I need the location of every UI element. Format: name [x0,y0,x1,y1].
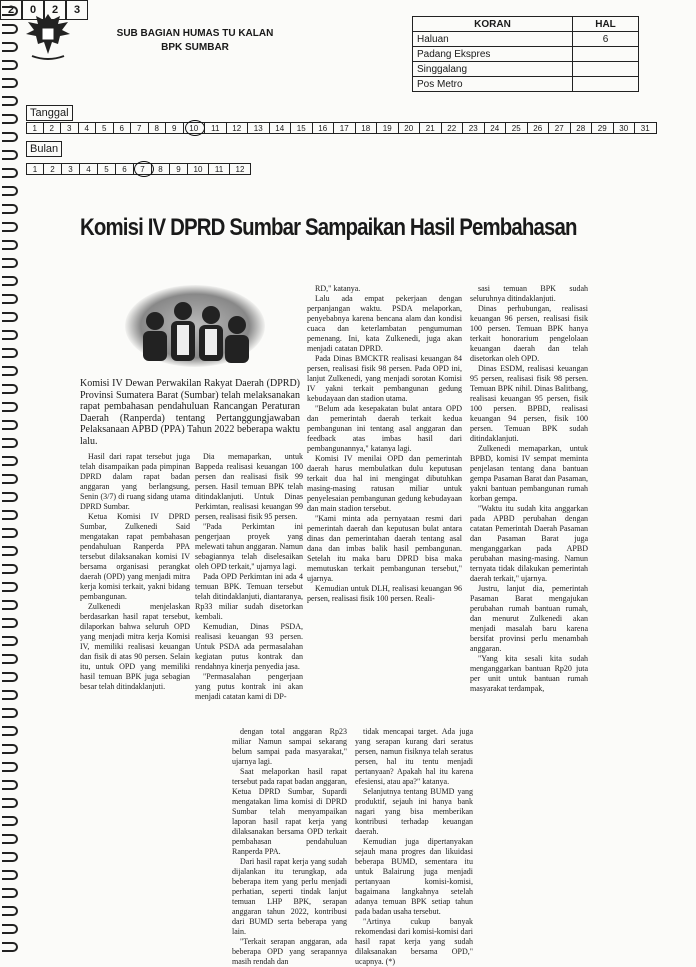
paragraph: Komisi IV menilai OPD dan pemerintah daerah harus membulatkan dulu keputusan terkait dua hal ini mengingat dibutuhkan masing-masing ratusan miliar untuk penyelesaian pembangunan gedung kebudayaan dan main stadion tersebut. [307,454,462,513]
paragraph: "Yang kita sesali kita sudah menganggarkan bantuan Rp20 juta per unit untuk bantuan rumah masyarakat terdampak, [470,654,588,693]
table-row [413,62,639,77]
binding-ring [2,816,18,826]
year-digit: 2 [44,0,66,20]
binding-ring [2,276,18,286]
paragraph: Justru, lanjut dia, pemerintah Pasaman Barat mengajukan perubahan rumah bantuan rumah, dan menurut Zulkenedi akan menjadi masalah baru karena bersifat provinsi perlu menambah anggaran. [470,584,588,653]
tanggal-label: Tanggal [26,105,73,121]
binding-ring [2,132,18,142]
year-digit: 2 [0,0,22,20]
binding-ring [2,942,18,952]
paragraph: Kemudian juga dipertanyakan sejauh mana progres dan likuidasi beberapa BUMD, sementara itu untuk Balairung juga menjadi pertanyaan komisi-komisi, bagaimana langkahnya setelah adanya temuan BPK setiap tahun pada badan usaha tersebut. [355,837,473,916]
table-row [413,77,639,92]
paragraph: dengan total anggaran Rp23 miliar Namun sampai sekarang belum sampai pada masyarakat," ujarnya lagi. [232,727,347,766]
newspaper-table [412,16,639,92]
binding-ring [2,258,18,268]
day-cell: 12 [227,122,249,134]
paragraph: Ketua Komisi IV DPRD Sumbar, Zulkenedi Said mengatakan rapat pembahasan pendahuluan Ranperda PPA tersebut dilaksanakan komisi IV bersama organisasi perangkat daerah (OPD) yang menjadi mitra kerja komisi terkait, yakni bidang pembangunan. [80,512,190,601]
day-row [26,122,657,134]
binding-ring [2,240,18,250]
binding-ring [2,672,18,682]
day-cell: 24 [485,122,507,134]
paragraph: Kemudian, Dinas PSDA, realisasi keuangan 93 persen. Untuk PSDA ada permasalahan kegiatan putus kontrak dan rendahnya kinerja penyedia jasa. [195,622,303,671]
paragraph: sasi temuan BPK sudah seluruhnya ditindaklanjuti. [470,284,588,303]
binding-ring [2,870,18,880]
binding-ring [2,168,18,178]
day-cell: 11 [205,122,227,134]
month-cell: 10 [188,163,209,175]
month-cell: 2 [44,163,62,175]
paragraph: Dinas perhubungan, realisasi keuangan 96 persen, realisasi fisik 100 persen. Temuan BPK hanya terkait honorarium pengelolaan keuangan daerah dan telah disetorkan oleh OPD. [470,304,588,363]
year-digit: 3 [66,0,88,20]
day-cell: 21 [420,122,442,134]
day-cell: 4 [79,122,97,134]
day-cell: 19 [377,122,399,134]
binding-ring [2,492,18,502]
binding-ring [2,294,18,304]
binding-ring [2,150,18,160]
binding-ring [2,546,18,556]
binding-ring [2,78,18,88]
paragraph: "Kami minta ada pernyataan resmi dari pemerintah daerah dan keputusan bulat antara dinas dan pemerintahan daerah tentang asal dana dan imbas balik hasil pembangunan. Setelah itu maka baru DPRD bisa maka memutuskan terkait pembangunan tersebut," ujarnya. [307,514,462,583]
spiral-binding [0,0,20,953]
page-number: 6 [573,32,639,47]
paragraph: Lalu ada empat pekerjaan dengan perpanjangan waktu. PSDA melaporkan, penyebabnya karena bencana alam dan kondisi cuaca dan keterlambatan pengumuman pemenang. Ini, kata Zulkenedi, juga akan menjadi catatan DPRD. [307,294,462,353]
day-cell: 20 [399,122,421,134]
newspaper-name: Singgalang [413,62,573,77]
binding-ring [2,924,18,934]
day-cell: 26 [528,122,550,134]
binding-ring [2,114,18,124]
day-cell: 9 [166,122,184,134]
month-cell: 5 [98,163,116,175]
month-cell: 7 [134,163,152,175]
table-row [413,32,639,47]
paragraph: Zulkenedi memaparkan, untuk BPBD, komisi IV sempat meminta penjelasan tentang dana bantuan gempa Pasaman Barat dan Pasaman, yakni bantuan pembangunan rumah korban gempa. [470,444,588,503]
paragraph: Hasil dari rapat tersebut juga telah disampaikan pada pimpinan DPRD dalam rapat badan anggaran yang berlangsung, Senin (3/7) di ruang sidang utama DPRD Sumbar. [80,452,190,511]
day-cell: 2 [44,122,62,134]
paragraph: Dari hasil rapat kerja yang sudah dijalankan itu terungkap, ada beberapa item yang perlu menjadi perhatian, seperti tindak lanjut temuan LHP BPK, serapan anggaran tahun 2022, kontribusi dari BUMD serta beberapa yang lain. [232,857,347,936]
binding-ring [2,312,18,322]
paragraph: Pada OPD Perkimtan ini ada 4 temuan BPK. Temuan tersebut telah ditindaklanjuti, diantaranya, Rp33 miliar sudah disetorkan kembali. [195,572,303,621]
paragraph: Kemudian untuk DLH, realisasi keuangan 96 persen, realisasi fisik 100 persen. Reali- [307,584,462,603]
binding-ring [2,654,18,664]
day-cell: 16 [313,122,335,134]
binding-ring [2,888,18,898]
binding-ring [2,510,18,520]
day-cell: 8 [149,122,167,134]
bulan-label: Bulan [26,141,62,157]
binding-ring [2,186,18,196]
binding-ring [2,420,18,430]
table-row [413,47,639,62]
article-column-2 [195,452,303,722]
paragraph: "Artinya cukup banyak rekomendasi dari komisi-komisi dari hasil rapat kerja yang sudah dilaksanakan bersama OPD," ucapnya. (*) [355,917,473,966]
day-cell: 18 [356,122,378,134]
month-cell: 12 [230,163,251,175]
article-column-3 [307,284,462,722]
article-lead: Komisi IV Dewan Perwakilan Rakyat Daerah (DPRD) Provinsi Sumatera Barat (Sumbar) telah melaksanakan rapat pembahasan pendahuluan Rancangan Peraturan Daerah (Ranperda) tentang Pertanggungjawaban Pelaksanaan APBD (PPA) Tahun 2022 beberapa waktu lalu. [80,378,300,447]
day-cell: 15 [291,122,313,134]
binding-ring [2,204,18,214]
binding-ring [2,780,18,790]
binding-ring [2,474,18,484]
paragraph: Dia memaparkan, untuk Bappeda realisasi keuangan 100 persen dan realisasi fisik 99 persen. Hasil temuan BPK telah ditindaklanjuti. Untuk Dinas Perkimtan, realisasi keuangan 99 persen, realisasi fisik 95 persen. [195,452,303,521]
article-headline: Komisi IV DPRD Sumbar Sampaikan Hasil Pembahasan [80,214,577,241]
binding-ring [2,564,18,574]
binding-ring [2,582,18,592]
paragraph: "Pada Perkimtan ini pengerjaan proyek yang melewati tahun anggaran. Namun sebagiannya telah diselesaikan oleh OPD terkait," ujarnya lagi. [195,522,303,571]
newspaper-name: Padang Ekspres [413,47,573,62]
day-cell: 14 [270,122,292,134]
binding-ring [2,690,18,700]
paragraph: Zulkenedi menjelaskan berdasarkan hasil rapat tersebut, dilaporkan bahwa seluruh OPD yang menjadi mitra kerja Komisi IV, memiliki realisasi keuangan dan fisik di atas 90 persen. Selain itu, untuk OPD yang memiliki hasil temuan BPK juga sebagian besar telah ditindaklanjuti. [80,602,190,691]
binding-ring [2,600,18,610]
binding-ring [2,906,18,916]
month-cell: 8 [152,163,170,175]
month-cell: 3 [62,163,80,175]
binding-ring [2,384,18,394]
binding-ring [2,366,18,376]
day-cell: 22 [442,122,464,134]
binding-ring [2,60,18,70]
binding-ring [2,24,18,34]
day-cell: 7 [131,122,149,134]
dept-line-1: SUB BAGIAN HUMAS TU KALAN [116,28,274,39]
day-cell: 17 [334,122,356,134]
binding-ring [2,456,18,466]
month-cell: 1 [26,163,44,175]
koran-header: KORAN [413,17,573,32]
binding-ring [2,222,18,232]
day-cell: 27 [549,122,571,134]
paragraph: tidak mencapai target. Ada juga yang serapan kurang dari seratus persen, namun fisiknya telah seratus persen, hal itu tentu menjadi pertanyaan? Apakah hal itu karena efesiensi, atau apa?" katanya. [355,727,473,786]
year-digit: 0 [22,0,44,20]
hal-header: HAL [573,17,639,32]
day-cell: 25 [506,122,528,134]
binding-ring [2,330,18,340]
binding-ring [2,6,18,16]
day-cell: 30 [614,122,636,134]
article-column-4 [470,284,588,693]
binding-ring [2,834,18,844]
paragraph: Saat melaporkan hasil rapat tersebut pada rapat badan anggaran, Ketua DPRD Sumbar, Supardi mengatakan lima komisi di DPRD Sumbar telah menyampaikan laporan hasil rapat kerja yang dilaksanakan bersama OPD terkait pembahasan pendahuluan Ranperda PPA. [232,767,347,856]
binding-ring [2,42,18,52]
month-cell: 4 [80,163,98,175]
article-column-6 [355,727,473,966]
paragraph: Selanjutnya tentang BUMD yang produktif, sejauh ini hanya bank nagari yang bisa memberikan kontribusi terhadap keuangan daerah. [355,787,473,836]
paragraph: "Terkait serapan anggaran, ada beberapa OPD yang serapannya masih rendah dan [232,937,347,966]
day-cell: 13 [248,122,270,134]
day-cell: 10 [184,122,206,134]
paragraph: "Belum ada kesepakatan bulat antara OPD dan pemerintah daerah terkait kedua pembangunan ini tentang asal anggaran dan feedback atas imbas hasil dari pembangunannya," katanya lagi. [307,404,462,453]
day-cell: 3 [61,122,79,134]
newspaper-name: Pos Metro [413,77,573,92]
department-header [100,24,290,60]
month-row [26,163,251,175]
newspaper-name: Haluan [413,32,573,47]
binding-ring [2,348,18,358]
day-cell: 31 [635,122,657,134]
article-column-1 [80,452,190,722]
binding-ring [2,708,18,718]
paragraph: "Waktu itu sudah kita anggarkan pada APBD perubahan dengan catatan Pemerintah Daerah Pasaman dan Pasaman Barat juga menganggarkan pada APBD perubahan masing-masing. Namun ternyata tidak dilakukan pemerintah daerah terkait," ujarnya. [470,504,588,583]
day-cell: 23 [463,122,485,134]
month-cell: 6 [116,163,134,175]
article-column-5 [232,727,347,966]
day-cell: 1 [26,122,44,134]
paragraph: RD," katanya. [315,284,361,293]
page-number [573,62,639,77]
day-cell: 29 [592,122,614,134]
dept-line-2: BPK SUMBAR [161,42,229,53]
binding-ring [2,798,18,808]
garuda-emblem-icon [22,8,74,64]
page-number [573,47,639,62]
binding-ring [2,636,18,646]
day-cell: 5 [96,122,114,134]
paragraph: Pada Dinas BMCKTR realisasi keuangan 84 persen, realisasi fisik 98 persen. Pada OPD ini, lanjut Zulkenedi, yang menjadi sorotan Komisi IV yakni terkait pembangunan gedung kebudayaan dan stadion utama. [307,354,462,403]
day-cell: 28 [571,122,593,134]
binding-ring [2,402,18,412]
article-photo [125,285,265,367]
binding-ring [2,726,18,736]
binding-ring [2,96,18,106]
day-cell: 6 [114,122,132,134]
month-cell: 11 [209,163,230,175]
binding-ring [2,618,18,628]
binding-ring [2,528,18,538]
paragraph: "Permasalahan pengerjaan yang putus kontrak ini akan menjadi catatan kami di DP- [195,672,303,701]
binding-ring [2,852,18,862]
binding-ring [2,762,18,772]
binding-ring [2,438,18,448]
paragraph: Dinas ESDM, realisasi keuangan 95 persen, realisasi fisik 98 persen. Temuan BPK nihil. Dinas Balitbang, realisasi keuangan 95 persen, fisik 100 persen. BPBD, realisasi keuangan 94 persen, fisik 100 persen. Temuan BPK sudah ditindaklanjuti. [470,364,588,443]
month-cell: 9 [170,163,188,175]
page-number [573,77,639,92]
binding-ring [2,744,18,754]
